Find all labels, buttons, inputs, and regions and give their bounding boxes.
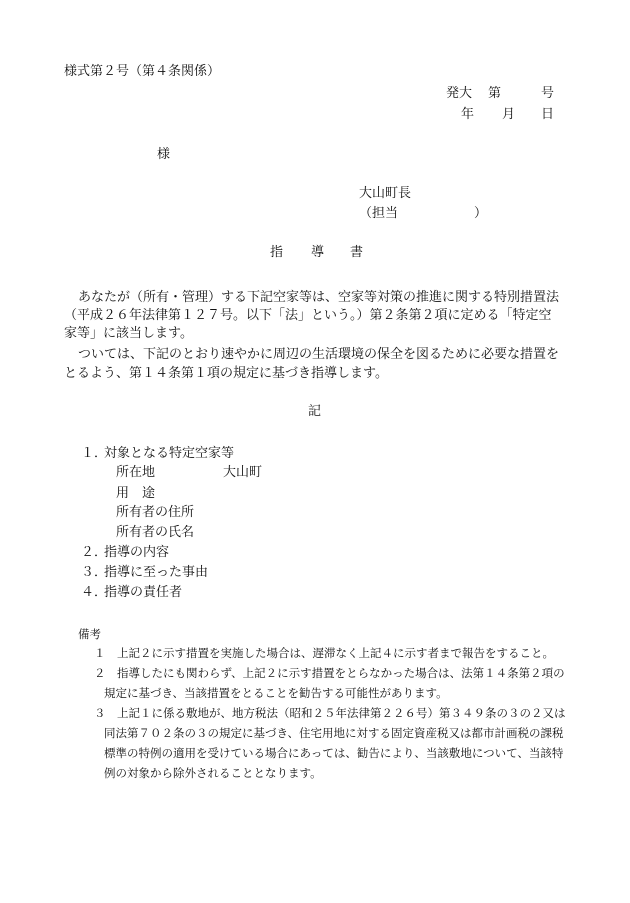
form-label: 様式第２号（第４条関係）: [64, 64, 221, 79]
item2-label: 指導の内容: [104, 545, 170, 560]
body-p1-line2: （平成２６年法律第１２７号。以下「法」という。）第２条第２項に定める「特定空: [64, 308, 552, 323]
title-char-1: 指: [270, 245, 284, 260]
note2-line1: 指導したにも関わらず、上記２に示す措置をとらなかった場合は、法第１４条第２項の: [117, 666, 565, 680]
item4-label: 指導の責任者: [104, 585, 183, 600]
owner-address-label: 所有者の住所: [116, 505, 195, 520]
sender-contact-open: （担当: [359, 206, 399, 221]
item3-number: ３．: [81, 565, 108, 580]
ki-heading: 記: [308, 404, 322, 419]
sender-contact-close: ）: [474, 206, 488, 221]
location-value: 大山町: [223, 465, 263, 480]
item4-number: ４．: [81, 585, 108, 600]
note1-number: １: [94, 646, 106, 660]
date-month: 月: [502, 107, 516, 122]
date-year: 年: [461, 107, 475, 122]
note3-line3: 標準の特例の適用を受けている場合にあっては、勧告により、当該敷地について、当該特: [104, 746, 564, 760]
note3-line4: 例の対象から除外されることとなります。: [104, 766, 322, 780]
note2-line2: 規定に基づき、当該措置をとることを勧告する可能性があります。: [104, 686, 448, 700]
body-p1-line1: あなたが（所有・管理）する下記空家等は、空家等対策の推進に関する特別措置法: [78, 290, 560, 305]
note2-number: ２: [94, 666, 106, 680]
sender-title: 大山町長: [359, 186, 412, 201]
use-label: 用 途: [116, 486, 156, 501]
item2-number: ２．: [81, 545, 108, 560]
doc-number-go: 号: [541, 86, 555, 101]
addressee-suffix: 様: [157, 147, 171, 162]
doc-number-prefix: 発大: [446, 86, 473, 101]
note3-line1: 上記１に係る敷地が、地方税法（昭和２５年法律第２２６号）第３４９条の３の２又は: [117, 706, 566, 720]
notes-heading: 備考: [78, 627, 101, 641]
doc-number-dai: 第: [488, 86, 502, 101]
title-char-2: 導: [311, 245, 325, 260]
date-day: 日: [541, 107, 555, 122]
item1-label: 対象となる特定空家等: [104, 446, 235, 461]
note1-line1: 上記２に示す措置を実施した場合は、遅滞なく上記４に示す者まで報告をすること。: [117, 646, 554, 660]
item3-label: 指導に至った事由: [104, 565, 209, 580]
title-char-3: 書: [350, 245, 364, 260]
body-p1-line3: 家等」に該当します。: [64, 326, 193, 341]
note3-number: ３: [94, 706, 106, 720]
body-p2-line1: ついては、下記のとおり速やかに周辺の生活環境の保全を図るために必要な措置を: [78, 347, 560, 362]
owner-name-label: 所有者の氏名: [116, 525, 195, 540]
body-p2-line2: とるよう、第１４条第１項の規定に基づき指導します。: [64, 366, 388, 381]
note3-line2: 同法第７０２条の３の規定に基づき、住宅用地に対する固定資産税又は都市計画税の課税: [104, 726, 564, 740]
item1-number: １．: [81, 446, 108, 461]
location-label: 所在地: [116, 465, 156, 480]
